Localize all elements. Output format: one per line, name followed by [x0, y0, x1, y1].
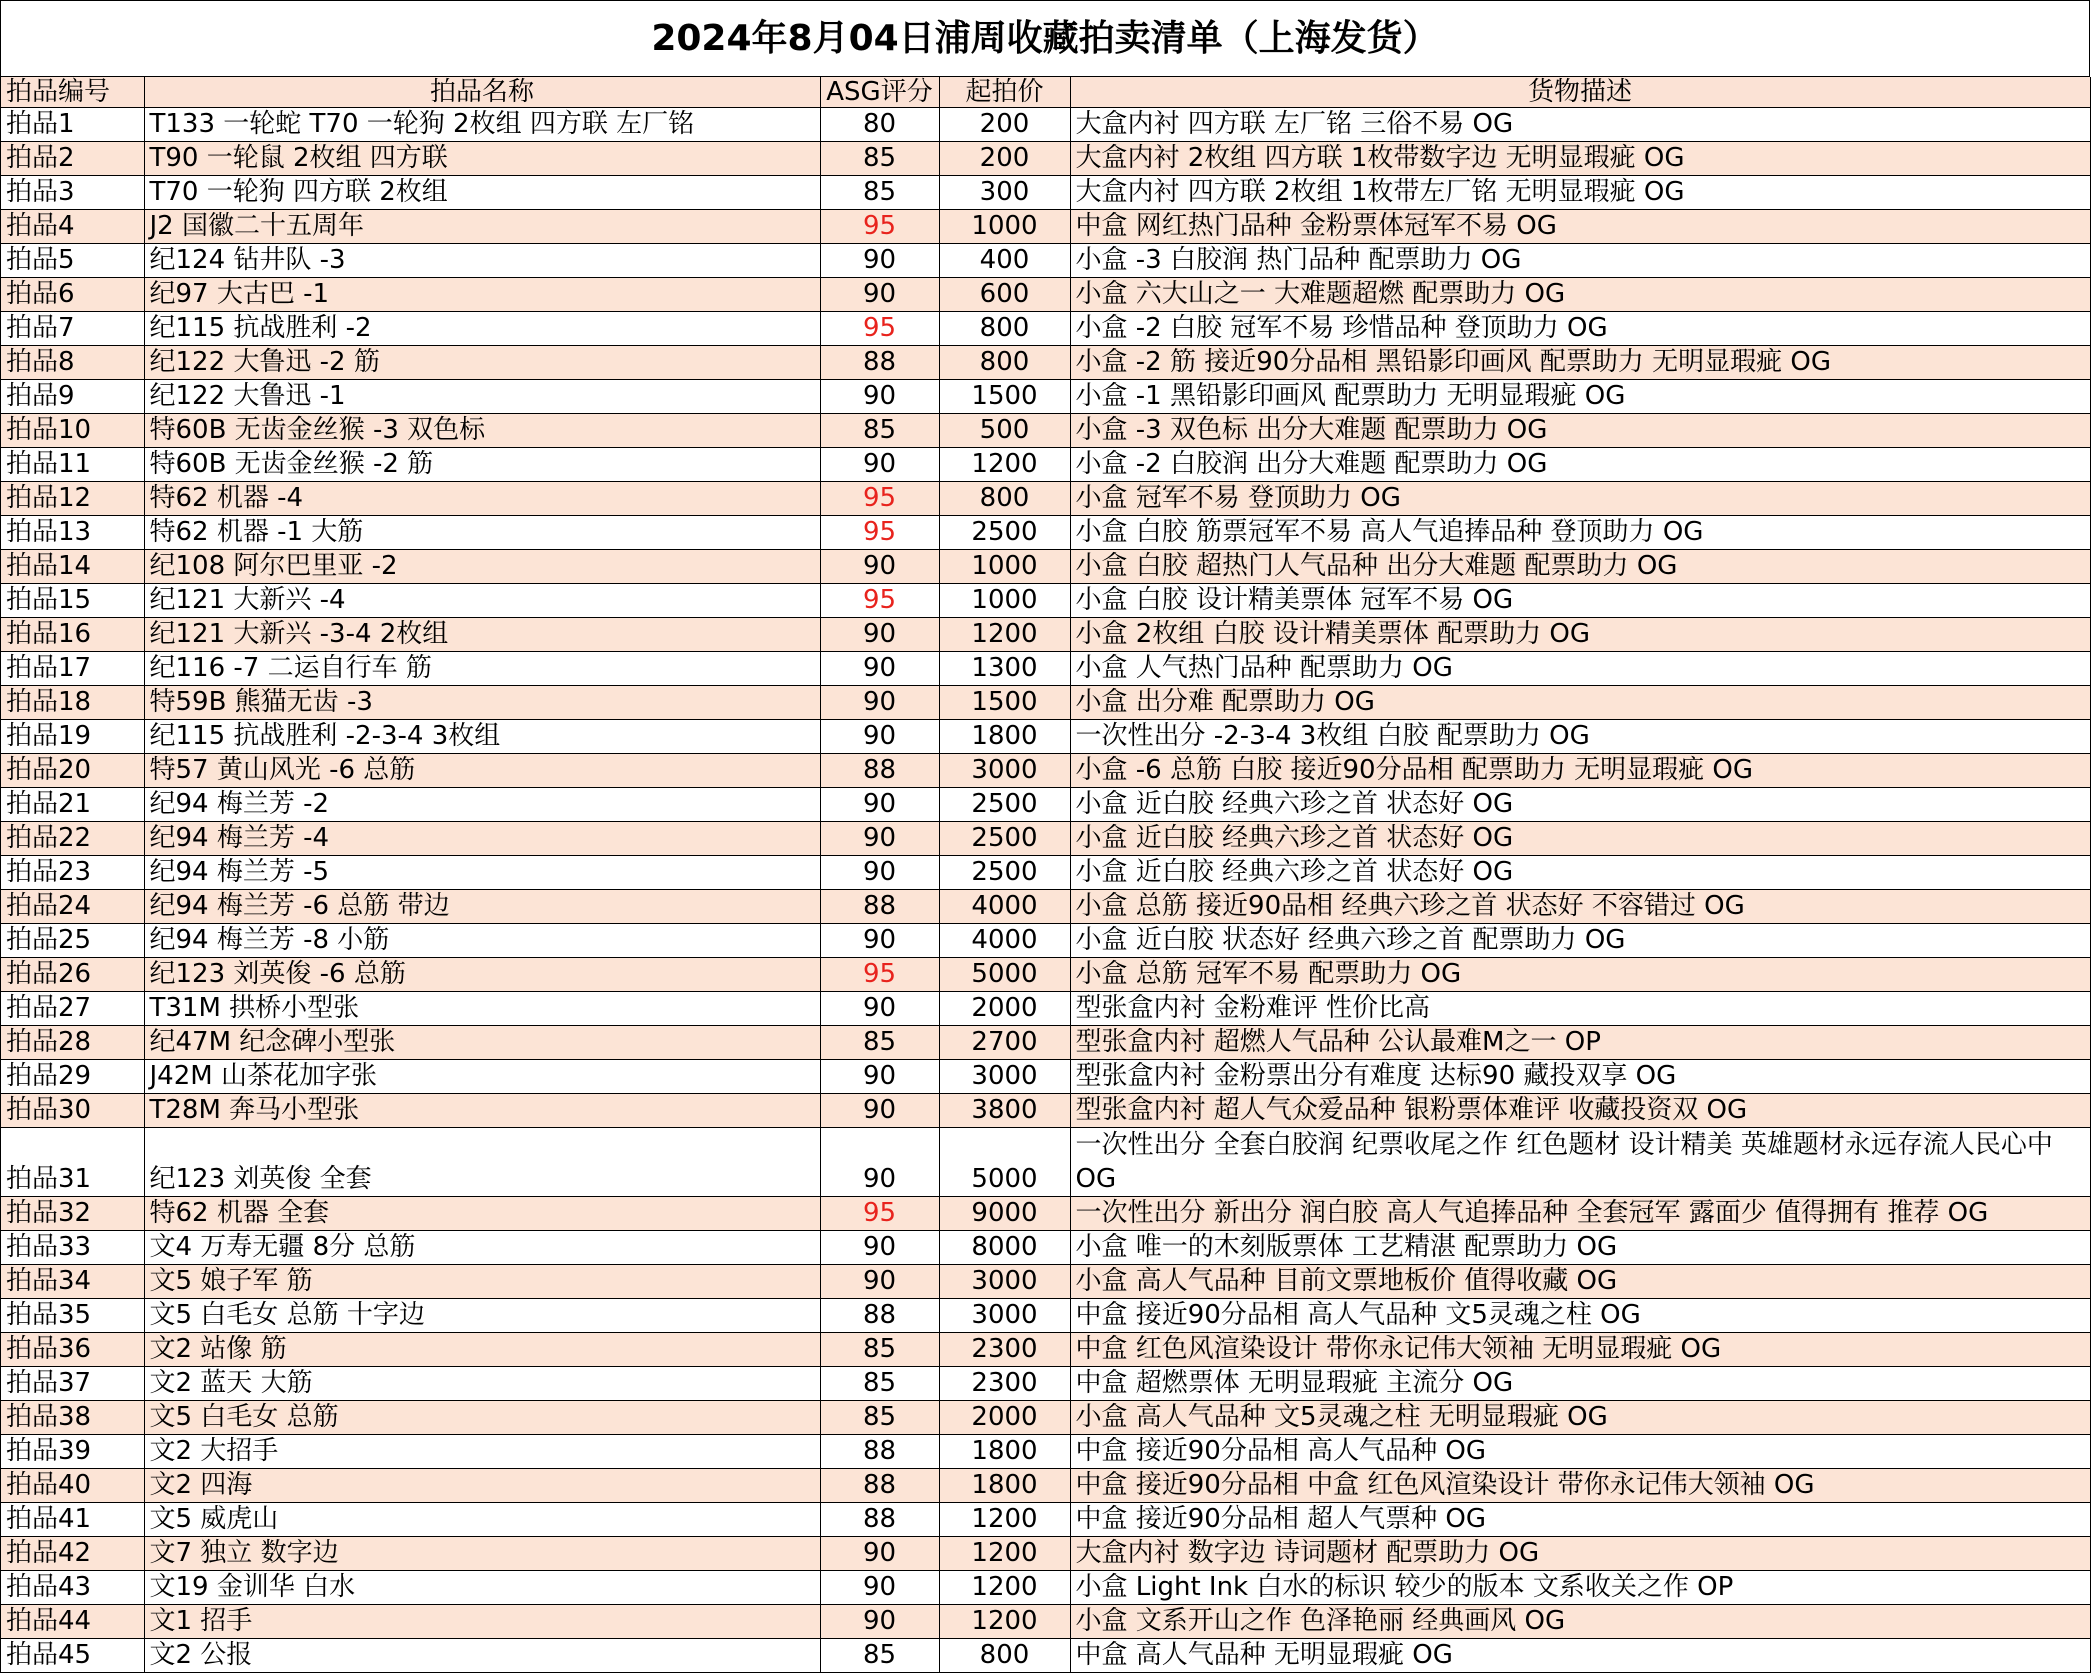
asg-score-cell: 85 [820, 1333, 939, 1367]
start-price-cell: 1200 [939, 1605, 1070, 1639]
start-price-cell: 1800 [939, 1435, 1070, 1469]
table-row [1, 1265, 2090, 1299]
description-cell: 中盒 超燃票体 无明显瑕疵 主流分 OG [1070, 1367, 2090, 1401]
description-cell: 一次性出分 新出分 润白胶 高人气追捧品种 全套冠军 露面少 值得拥有 推荐 OG [1070, 1197, 2090, 1231]
start-price-cell: 500 [939, 414, 1070, 448]
start-price-cell: 2700 [939, 1026, 1070, 1060]
table-row [1, 856, 2090, 890]
description-cell: 小盒 近白胶 经典六珍之首 状态好 OG [1070, 822, 2090, 856]
start-price-cell: 2500 [939, 516, 1070, 550]
description-cell: 小盒 高人气品种 目前文票地板价 值得收藏 OG [1070, 1265, 2090, 1299]
table-row [1, 1367, 2090, 1401]
lot-id-cell: 拍品35 [1, 1299, 144, 1333]
lot-name-cell: 文2 公报 [144, 1639, 820, 1673]
table-row [1, 482, 2090, 516]
table-row [1, 1128, 2090, 1197]
description-cell: 小盒 -3 双色标 出分大难题 配票助力 OG [1070, 414, 2090, 448]
start-price-cell: 3000 [939, 1265, 1070, 1299]
lot-id-cell: 拍品10 [1, 414, 144, 448]
description-cell: 大盒内衬 数字边 诗词题材 配票助力 OG [1070, 1537, 2090, 1571]
description-cell: 小盒 Light Ink 白水的标识 较少的版本 文系收关之作 OP [1070, 1571, 2090, 1605]
table-row [1, 992, 2090, 1026]
start-price-cell: 1500 [939, 380, 1070, 414]
lot-id-cell: 拍品5 [1, 244, 144, 278]
start-price-cell: 200 [939, 108, 1070, 142]
table-row [1, 278, 2090, 312]
lot-id-cell: 拍品23 [1, 856, 144, 890]
lot-id-cell: 拍品14 [1, 550, 144, 584]
start-price-cell: 4000 [939, 890, 1070, 924]
lot-id-cell: 拍品30 [1, 1094, 144, 1128]
description-cell: 小盒 六大山之一 大难题超燃 配票助力 OG [1070, 278, 2090, 312]
asg-score-cell: 88 [820, 346, 939, 380]
lot-name-cell: 纪123 刘英俊 全套 [144, 1128, 820, 1197]
asg-score-cell: 90 [820, 278, 939, 312]
table-row [1, 584, 2090, 618]
lot-id-cell: 拍品42 [1, 1537, 144, 1571]
lot-id-cell: 拍品22 [1, 822, 144, 856]
table-row [1, 1605, 2090, 1639]
start-price-cell: 1800 [939, 720, 1070, 754]
table-row [1, 1469, 2090, 1503]
asg-score-cell: 95 [820, 584, 939, 618]
asg-score-cell: 88 [820, 1435, 939, 1469]
asg-score-cell: 90 [820, 448, 939, 482]
asg-score-cell: 90 [820, 1537, 939, 1571]
start-price-cell: 800 [939, 482, 1070, 516]
table-row [1, 618, 2090, 652]
lot-id-cell: 拍品29 [1, 1060, 144, 1094]
lot-name-cell: 纪122 大鲁迅 -1 [144, 380, 820, 414]
lot-name-cell: 特57 黄山风光 -6 总筋 [144, 754, 820, 788]
start-price-cell: 1200 [939, 1571, 1070, 1605]
column-header-description: 货物描述 [1070, 77, 2090, 108]
table-row [1, 822, 2090, 856]
lot-name-cell: 纪124 钻井队 -3 [144, 244, 820, 278]
description-cell: 小盒 唯一的木刻版票体 工艺精湛 配票助力 OG [1070, 1231, 2090, 1265]
table-row [1, 1333, 2090, 1367]
lot-id-cell: 拍品16 [1, 618, 144, 652]
description-cell: 大盒内衬 四方联 左厂铭 三俗不易 OG [1070, 108, 2090, 142]
asg-score-cell: 90 [820, 1265, 939, 1299]
asg-score-cell: 95 [820, 1197, 939, 1231]
asg-score-cell: 90 [820, 822, 939, 856]
lot-name-cell: 特59B 熊猫无齿 -3 [144, 686, 820, 720]
lot-name-cell: 文19 金训华 白水 [144, 1571, 820, 1605]
lot-name-cell: 纪115 抗战胜利 -2-3-4 3枚组 [144, 720, 820, 754]
lot-name-cell: 纪116 -7 二运自行车 筋 [144, 652, 820, 686]
lot-id-cell: 拍品38 [1, 1401, 144, 1435]
start-price-cell: 1200 [939, 1503, 1070, 1537]
lot-name-cell: 特60B 无齿金丝猴 -3 双色标 [144, 414, 820, 448]
asg-score-cell: 80 [820, 108, 939, 142]
column-header-asg-score: ASG评分 [820, 77, 939, 108]
start-price-cell: 800 [939, 346, 1070, 380]
lot-name-cell: 纪121 大新兴 -4 [144, 584, 820, 618]
asg-score-cell: 85 [820, 176, 939, 210]
table-row [1, 448, 2090, 482]
lot-name-cell: 纪122 大鲁迅 -2 筋 [144, 346, 820, 380]
asg-score-cell: 95 [820, 958, 939, 992]
start-price-cell: 1300 [939, 652, 1070, 686]
description-cell: 型张盒内衬 金粉难评 性价比高 [1070, 992, 2090, 1026]
asg-score-cell: 90 [820, 1128, 939, 1197]
lot-name-cell: J42M 山茶花加字张 [144, 1060, 820, 1094]
lot-name-cell: 文2 大招手 [144, 1435, 820, 1469]
lot-name-cell: 文2 蓝天 大筋 [144, 1367, 820, 1401]
description-cell: 大盒内衬 2枚组 四方联 1枚带数字边 无明显瑕疵 OG [1070, 142, 2090, 176]
description-cell: 小盒 近白胶 状态好 经典六珍之首 配票助力 OG [1070, 924, 2090, 958]
table-row [1, 652, 2090, 686]
asg-score-cell: 95 [820, 516, 939, 550]
lot-name-cell: T70 一轮狗 四方联 2枚组 [144, 176, 820, 210]
description-cell: 小盒 -2 筋 接近90分品相 黑铅影印画风 配票助力 无明显瑕疵 OG [1070, 346, 2090, 380]
start-price-cell: 300 [939, 176, 1070, 210]
start-price-cell: 2500 [939, 788, 1070, 822]
lot-name-cell: 特62 机器 -1 大筋 [144, 516, 820, 550]
lot-name-cell: 纪94 梅兰芳 -4 [144, 822, 820, 856]
description-cell: 小盒 近白胶 经典六珍之首 状态好 OG [1070, 788, 2090, 822]
description-cell: 中盒 接近90分品相 高人气品种 文5灵魂之柱 OG [1070, 1299, 2090, 1333]
lot-name-cell: 特60B 无齿金丝猴 -2 筋 [144, 448, 820, 482]
start-price-cell: 4000 [939, 924, 1070, 958]
description-cell: 小盒 白胶 设计精美票体 冠军不易 OG [1070, 584, 2090, 618]
description-cell: 小盒 -6 总筋 白胶 接近90分品相 配票助力 无明显瑕疵 OG [1070, 754, 2090, 788]
asg-score-cell: 88 [820, 754, 939, 788]
lot-id-cell: 拍品27 [1, 992, 144, 1026]
description-cell: 小盒 高人气品种 文5灵魂之柱 无明显瑕疵 OG [1070, 1401, 2090, 1435]
start-price-cell: 2300 [939, 1333, 1070, 1367]
lot-id-cell: 拍品33 [1, 1231, 144, 1265]
lot-id-cell: 拍品17 [1, 652, 144, 686]
lot-id-cell: 拍品43 [1, 1571, 144, 1605]
asg-score-cell: 88 [820, 1503, 939, 1537]
lot-name-cell: T28M 奔马小型张 [144, 1094, 820, 1128]
lot-name-cell: 纪121 大新兴 -3-4 2枚组 [144, 618, 820, 652]
lot-name-cell: 文2 站像 筋 [144, 1333, 820, 1367]
table-row [1, 788, 2090, 822]
table-row [1, 754, 2090, 788]
asg-score-cell: 90 [820, 788, 939, 822]
description-cell: 大盒内衬 四方联 2枚组 1枚带左厂铭 无明显瑕疵 OG [1070, 176, 2090, 210]
asg-score-cell: 90 [820, 1605, 939, 1639]
column-header-start-price: 起拍价 [939, 77, 1070, 108]
asg-score-cell: 88 [820, 1299, 939, 1333]
description-cell: 一次性出分 全套白胶润 纪票收尾之作 红色题材 设计精美 英雄题材永远存流人民心中 OG [1070, 1128, 2090, 1197]
asg-score-cell: 90 [820, 992, 939, 1026]
start-price-cell: 2000 [939, 992, 1070, 1026]
lot-id-cell: 拍品45 [1, 1639, 144, 1673]
table-row [1, 1639, 2090, 1673]
column-header-lot-id: 拍品编号 [1, 77, 144, 108]
table-row [1, 1435, 2090, 1469]
lot-name-cell: 文5 威虎山 [144, 1503, 820, 1537]
asg-score-cell: 95 [820, 210, 939, 244]
description-cell: 中盒 接近90分品相 超人气票种 OG [1070, 1503, 2090, 1537]
lot-id-cell: 拍品13 [1, 516, 144, 550]
description-cell: 中盒 高人气品种 无明显瑕疵 OG [1070, 1639, 2090, 1673]
table-row [1, 142, 2090, 176]
lot-id-cell: 拍品3 [1, 176, 144, 210]
start-price-cell: 3000 [939, 1060, 1070, 1094]
asg-score-cell: 90 [820, 1571, 939, 1605]
asg-score-cell: 85 [820, 1401, 939, 1435]
table-row [1, 1060, 2090, 1094]
start-price-cell: 1000 [939, 584, 1070, 618]
description-cell: 小盒 白胶 筋票冠军不易 高人气追捧品种 登顶助力 OG [1070, 516, 2090, 550]
asg-score-cell: 90 [820, 924, 939, 958]
start-price-cell: 600 [939, 278, 1070, 312]
table-row [1, 380, 2090, 414]
lot-name-cell: 纪47M 纪念碑小型张 [144, 1026, 820, 1060]
asg-score-cell: 88 [820, 890, 939, 924]
table-row [1, 1503, 2090, 1537]
lot-id-cell: 拍品11 [1, 448, 144, 482]
asg-score-cell: 90 [820, 686, 939, 720]
start-price-cell: 2500 [939, 856, 1070, 890]
lot-name-cell: 纪94 梅兰芳 -5 [144, 856, 820, 890]
lot-id-cell: 拍品41 [1, 1503, 144, 1537]
description-cell: 中盒 接近90分品相 高人气品种 OG [1070, 1435, 2090, 1469]
lot-id-cell: 拍品1 [1, 108, 144, 142]
lot-name-cell: 纪94 梅兰芳 -6 总筋 带边 [144, 890, 820, 924]
start-price-cell: 1200 [939, 618, 1070, 652]
table-row [1, 1231, 2090, 1265]
asg-score-cell: 85 [820, 1639, 939, 1673]
table-row [1, 890, 2090, 924]
lot-id-cell: 拍品19 [1, 720, 144, 754]
lot-name-cell: 特62 机器 -4 [144, 482, 820, 516]
asg-score-cell: 90 [820, 380, 939, 414]
start-price-cell: 400 [939, 244, 1070, 278]
lot-id-cell: 拍品15 [1, 584, 144, 618]
lot-name-cell: 纪94 梅兰芳 -8 小筋 [144, 924, 820, 958]
table-row [1, 958, 2090, 992]
description-cell: 小盒 -3 白胶润 热门品种 配票助力 OG [1070, 244, 2090, 278]
lot-name-cell: T133 一轮蛇 T70 一轮狗 2枚组 四方联 左厂铭 [144, 108, 820, 142]
description-cell: 小盒 2枚组 白胶 设计精美票体 配票助力 OG [1070, 618, 2090, 652]
start-price-cell: 3800 [939, 1094, 1070, 1128]
asg-score-cell: 85 [820, 1367, 939, 1401]
asg-score-cell: 90 [820, 720, 939, 754]
lot-id-cell: 拍品37 [1, 1367, 144, 1401]
table-row [1, 686, 2090, 720]
lot-name-cell: 纪94 梅兰芳 -2 [144, 788, 820, 822]
description-cell: 型张盒内衬 金粉票出分有难度 达标90 藏投双享 OG [1070, 1060, 2090, 1094]
description-cell: 小盒 总筋 接近90品相 经典六珍之首 状态好 不容错过 OG [1070, 890, 2090, 924]
description-cell: 小盒 总筋 冠军不易 配票助力 OG [1070, 958, 2090, 992]
table-row [1, 312, 2090, 346]
lot-name-cell: 文7 独立 数字边 [144, 1537, 820, 1571]
table-row [1, 244, 2090, 278]
start-price-cell: 1200 [939, 1537, 1070, 1571]
table-row [1, 210, 2090, 244]
table-row [1, 516, 2090, 550]
description-cell: 中盒 网红热门品种 金粉票体冠军不易 OG [1070, 210, 2090, 244]
auction-table [1, 77, 2091, 1673]
table-row [1, 720, 2090, 754]
lot-name-cell: 文1 招手 [144, 1605, 820, 1639]
start-price-cell: 5000 [939, 958, 1070, 992]
lot-id-cell: 拍品4 [1, 210, 144, 244]
start-price-cell: 1000 [939, 550, 1070, 584]
lot-id-cell: 拍品25 [1, 924, 144, 958]
lot-name-cell: 文2 四海 [144, 1469, 820, 1503]
table-row [1, 1094, 2090, 1128]
start-price-cell: 1800 [939, 1469, 1070, 1503]
page-title: 2024年8月04日浦周收藏拍卖清单（上海发货） [1, 1, 2090, 77]
start-price-cell: 5000 [939, 1128, 1070, 1197]
asg-score-cell: 90 [820, 1231, 939, 1265]
lot-name-cell: 文5 白毛女 总筋 十字边 [144, 1299, 820, 1333]
lot-id-cell: 拍品26 [1, 958, 144, 992]
table-row [1, 1026, 2090, 1060]
lot-name-cell: 纪123 刘英俊 -6 总筋 [144, 958, 820, 992]
asg-score-cell: 85 [820, 1026, 939, 1060]
asg-score-cell: 95 [820, 482, 939, 516]
lot-name-cell: 纪97 大古巴 -1 [144, 278, 820, 312]
start-price-cell: 3000 [939, 1299, 1070, 1333]
table-row [1, 1197, 2090, 1231]
description-cell: 小盒 近白胶 经典六珍之首 状态好 OG [1070, 856, 2090, 890]
lot-id-cell: 拍品9 [1, 380, 144, 414]
description-cell: 中盒 接近90分品相 中盒 红色风渲染设计 带你永记伟大领袖 OG [1070, 1469, 2090, 1503]
start-price-cell: 200 [939, 142, 1070, 176]
asg-score-cell: 90 [820, 244, 939, 278]
lot-id-cell: 拍品31 [1, 1128, 144, 1197]
lot-name-cell: 特62 机器 全套 [144, 1197, 820, 1231]
lot-id-cell: 拍品18 [1, 686, 144, 720]
lot-name-cell: J2 国徽二十五周年 [144, 210, 820, 244]
description-cell: 中盒 红色风渲染设计 带你永记伟大领袖 无明显瑕疵 OG [1070, 1333, 2090, 1367]
table-row [1, 924, 2090, 958]
table-row [1, 1401, 2090, 1435]
lot-id-cell: 拍品6 [1, 278, 144, 312]
start-price-cell: 3000 [939, 754, 1070, 788]
asg-score-cell: 90 [820, 618, 939, 652]
table-row [1, 1299, 2090, 1333]
lot-name-cell: 纪115 抗战胜利 -2 [144, 312, 820, 346]
lot-id-cell: 拍品7 [1, 312, 144, 346]
start-price-cell: 2000 [939, 1401, 1070, 1435]
description-cell: 小盒 -2 白胶润 出分大难题 配票助力 OG [1070, 448, 2090, 482]
start-price-cell: 8000 [939, 1231, 1070, 1265]
lot-id-cell: 拍品21 [1, 788, 144, 822]
lot-name-cell: T31M 拱桥小型张 [144, 992, 820, 1026]
lot-id-cell: 拍品44 [1, 1605, 144, 1639]
start-price-cell: 800 [939, 312, 1070, 346]
asg-score-cell: 90 [820, 1094, 939, 1128]
description-cell: 一次性出分 -2-3-4 3枚组 白胶 配票助力 OG [1070, 720, 2090, 754]
lot-id-cell: 拍品36 [1, 1333, 144, 1367]
start-price-cell: 800 [939, 1639, 1070, 1673]
description-cell: 型张盒内衬 超人气众爱品种 银粉票体难评 收藏投资双 OG [1070, 1094, 2090, 1128]
asg-score-cell: 85 [820, 414, 939, 448]
lot-id-cell: 拍品24 [1, 890, 144, 924]
lot-id-cell: 拍品39 [1, 1435, 144, 1469]
table-row [1, 414, 2090, 448]
description-cell: 小盒 白胶 超热门人气品种 出分大难题 配票助力 OG [1070, 550, 2090, 584]
start-price-cell: 1000 [939, 210, 1070, 244]
asg-score-cell: 90 [820, 1060, 939, 1094]
asg-score-cell: 90 [820, 652, 939, 686]
table-row [1, 346, 2090, 380]
description-cell: 小盒 出分难 配票助力 OG [1070, 686, 2090, 720]
lot-name-cell: 文5 娘子军 筋 [144, 1265, 820, 1299]
column-header-lot-name: 拍品名称 [144, 77, 820, 108]
lot-name-cell: 文5 白毛女 总筋 [144, 1401, 820, 1435]
lot-name-cell: 纪108 阿尔巴里亚 -2 [144, 550, 820, 584]
table-row [1, 176, 2090, 210]
table-row [1, 1537, 2090, 1571]
asg-score-cell: 90 [820, 550, 939, 584]
description-cell: 小盒 -1 黑铅影印画风 配票助力 无明显瑕疵 OG [1070, 380, 2090, 414]
description-cell: 小盒 -2 白胶 冠军不易 珍惜品种 登顶助力 OG [1070, 312, 2090, 346]
lot-id-cell: 拍品20 [1, 754, 144, 788]
asg-score-cell: 88 [820, 1469, 939, 1503]
table-row [1, 108, 2090, 142]
lot-id-cell: 拍品2 [1, 142, 144, 176]
lot-id-cell: 拍品40 [1, 1469, 144, 1503]
start-price-cell: 2500 [939, 822, 1070, 856]
lot-id-cell: 拍品34 [1, 1265, 144, 1299]
start-price-cell: 2300 [939, 1367, 1070, 1401]
start-price-cell: 1200 [939, 448, 1070, 482]
table-body [1, 108, 2090, 1673]
header-row [1, 77, 2090, 108]
asg-score-cell: 90 [820, 856, 939, 890]
lot-name-cell: 文4 万寿无疆 8分 总筋 [144, 1231, 820, 1265]
lot-name-cell: T90 一轮鼠 2枚组 四方联 [144, 142, 820, 176]
description-cell: 小盒 冠军不易 登顶助力 OG [1070, 482, 2090, 516]
asg-score-cell: 85 [820, 142, 939, 176]
asg-score-cell: 95 [820, 312, 939, 346]
lot-id-cell: 拍品32 [1, 1197, 144, 1231]
lot-id-cell: 拍品28 [1, 1026, 144, 1060]
description-cell: 小盒 文系开山之作 色泽艳丽 经典画风 OG [1070, 1605, 2090, 1639]
lot-id-cell: 拍品8 [1, 346, 144, 380]
table-row [1, 550, 2090, 584]
start-price-cell: 9000 [939, 1197, 1070, 1231]
description-cell: 型张盒内衬 超燃人气品种 公认最难M之一 OP [1070, 1026, 2090, 1060]
description-cell: 小盒 人气热门品种 配票助力 OG [1070, 652, 2090, 686]
lot-id-cell: 拍品12 [1, 482, 144, 516]
start-price-cell: 1500 [939, 686, 1070, 720]
table-row [1, 1571, 2090, 1605]
